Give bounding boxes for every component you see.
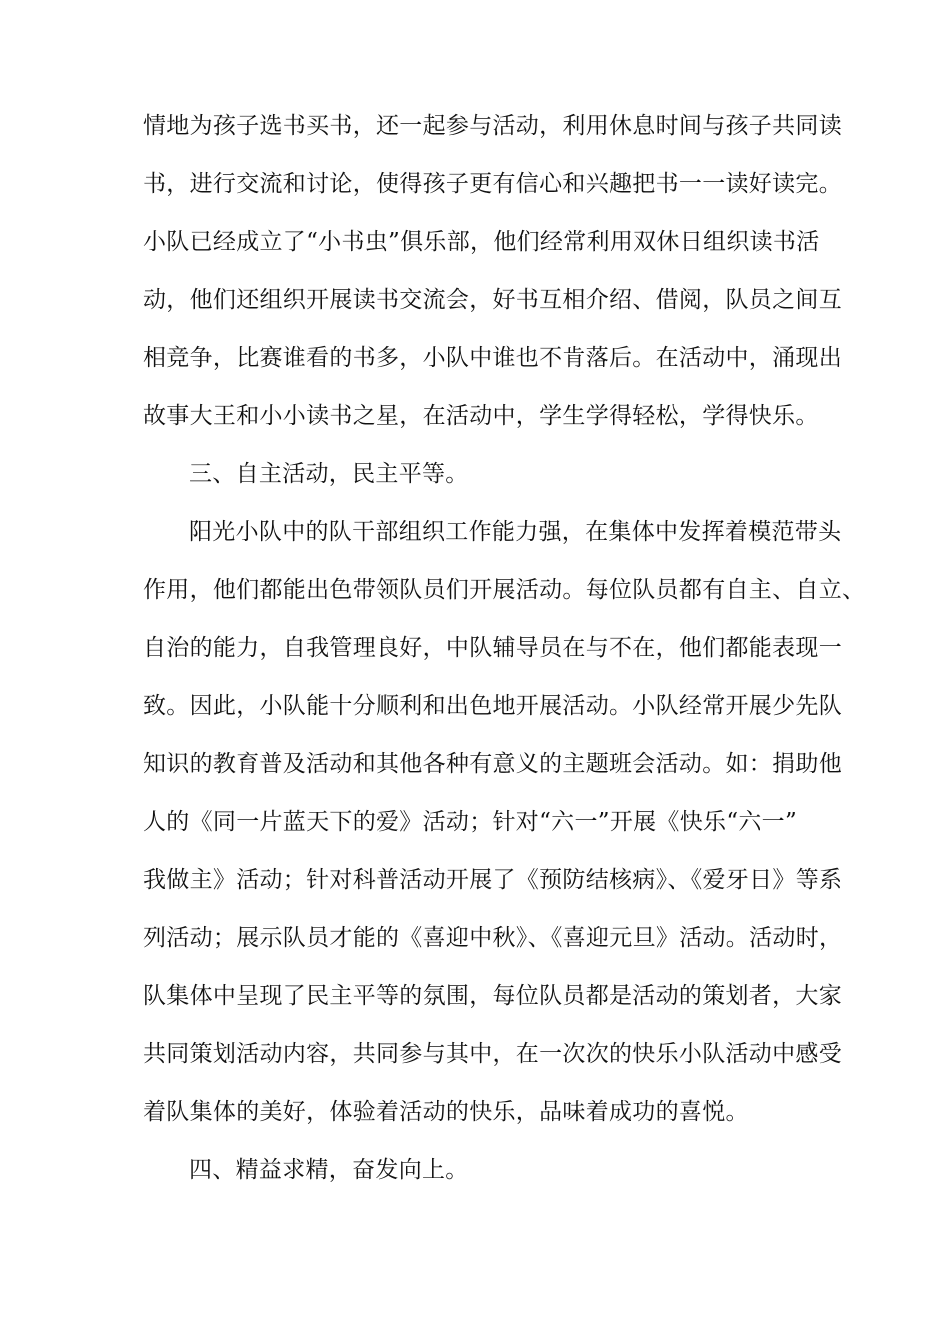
text-line: 人的《同一片蓝天下的爱》活动；针对“六一”开展《快乐“六一”	[143, 809, 798, 835]
text-line: 作用，他们都能出色带领队员们开展活动。每位队员都有自主、自立、	[143, 577, 866, 603]
text-line: 相竞争，比赛谁看的书多，小队中谁也不肯落后。在活动中，涌现出	[143, 345, 842, 371]
text-line: 动，他们还组织开展读书交流会，好书互相介绍、借阅，队员之间互	[143, 287, 842, 313]
text-line: 阳光小队中的队干部组织工作能力强，在集体中发挥着模范带头	[189, 519, 842, 545]
text-line: 共同策划活动内容，共同参与其中，在一次次的快乐小队活动中感受	[143, 1041, 842, 1067]
text-line: 书，进行交流和讨论，使得孩子更有信心和兴趣把书一一读好读完。	[143, 171, 842, 197]
text-line: 着队集体的美好，体验着活动的快乐，品味着成功的喜悦。	[143, 1099, 749, 1125]
text-line: 致。因此，小队能十分顺利和出色地开展活动。小队经常开展少先队	[143, 693, 842, 719]
text-line: 我做主》活动；针对科普活动开展了《预防结核病》、《爱牙日》等系	[143, 867, 843, 893]
text-line: 自治的能力，自我管理良好，中队辅导员在与不在，他们都能表现一	[143, 635, 842, 661]
text-line: 情地为孩子选书买书，还一起参与活动，利用休息时间与孩子共同读	[143, 113, 842, 139]
text-line: 列活动；展示队员才能的《喜迎中秋》、《喜迎元旦》活动。活动时，	[143, 925, 843, 951]
text-line: 故事大王和小小读书之星，在活动中，学生学得轻松，学得快乐。	[143, 403, 819, 429]
text-line: 队集体中呈现了民主平等的氛围，每位队员都是活动的策划者，大家	[143, 983, 842, 1009]
text-line: 小队已经成立了“小书虫”俱乐部，他们经常利用双休日组织读书活	[143, 229, 820, 255]
section-heading: 四、精益求精，奋发向上。	[189, 1157, 469, 1183]
text-line: 知识的教育普及活动和其他各种有意义的主题班会活动。如：捐助他	[143, 751, 842, 777]
section-heading: 三、自主活动，民主平等。	[189, 461, 469, 487]
